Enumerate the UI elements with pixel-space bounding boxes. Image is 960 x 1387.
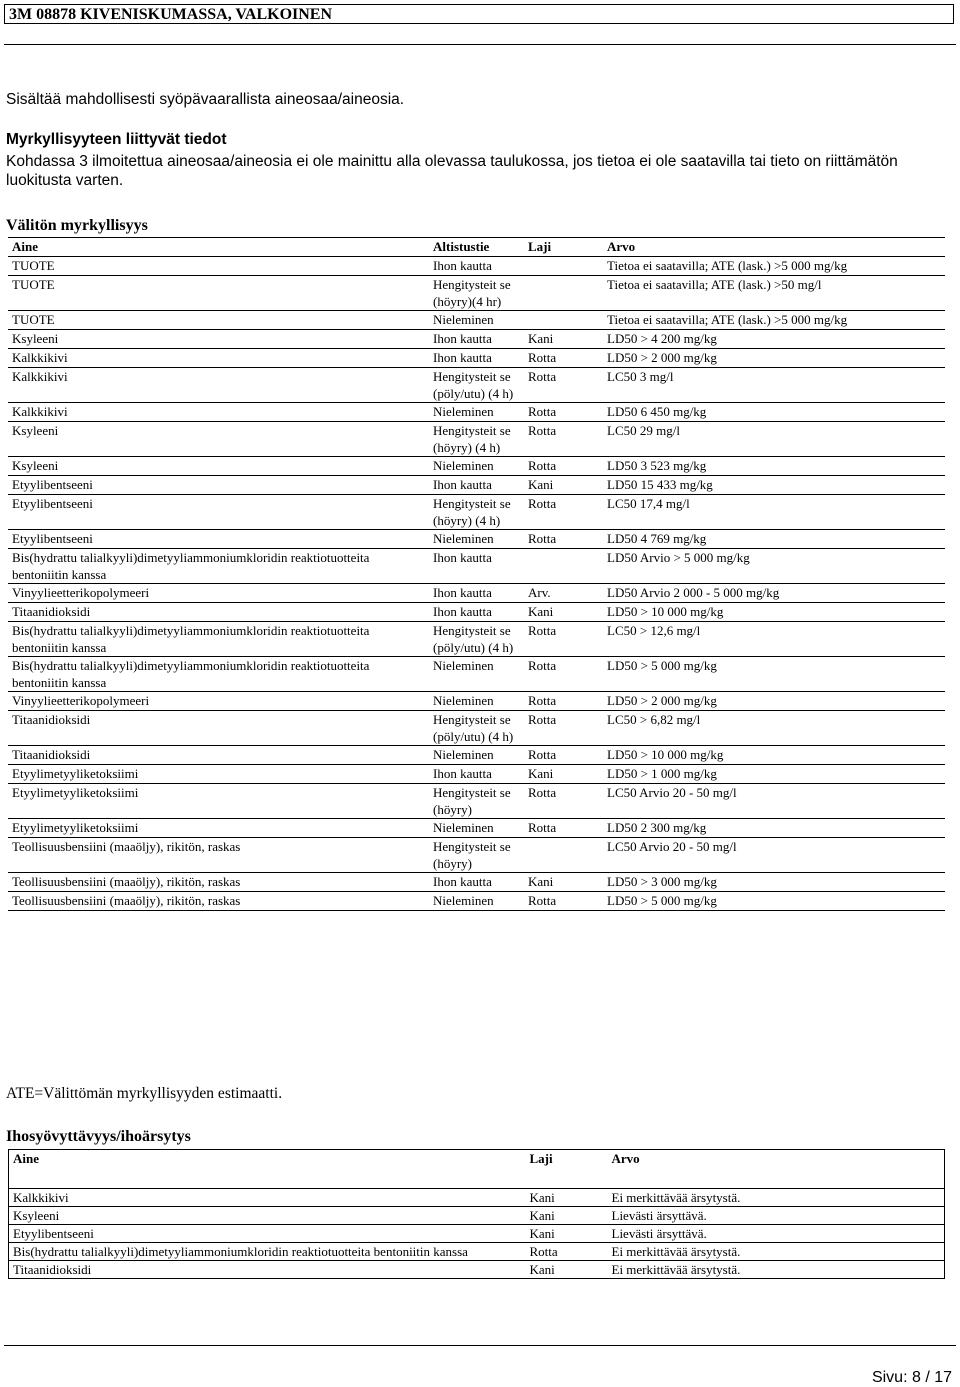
cell-arvo: LC50 > 6,82 mg/l bbox=[603, 711, 945, 746]
cell-arvo: LD50 > 2 000 mg/kg bbox=[603, 349, 945, 368]
cell-arvo: LD50 3 523 mg/kg bbox=[603, 457, 945, 476]
cell-laji: Kani bbox=[524, 873, 603, 892]
cell-laji: Kani bbox=[526, 1207, 608, 1225]
table-row bbox=[9, 1225, 945, 1243]
skin-table-header-row bbox=[9, 1150, 945, 1189]
cell-arvo: LD50 > 2 000 mg/kg bbox=[603, 692, 945, 711]
cell-laji: Rotta bbox=[524, 530, 603, 549]
cell-laji: Rotta bbox=[526, 1243, 608, 1261]
cell-laji: Rotta bbox=[524, 495, 603, 530]
cell-arvo: LD50 > 10 000 mg/kg bbox=[603, 746, 945, 765]
cell-arvo: Ei merkittävää ärsytystä. bbox=[608, 1243, 945, 1261]
cell-tie: Hengitysteit se (pöly/utu) (4 h) bbox=[429, 368, 524, 403]
cell-tie: Nieleminen bbox=[429, 403, 524, 422]
cell-laji: Rotta bbox=[524, 622, 603, 657]
cell-aine: Titaanidioksidi bbox=[8, 746, 429, 765]
cell-aine: Kalkkikivi bbox=[8, 349, 429, 368]
table-row bbox=[8, 330, 945, 349]
tox-info-body: Kohdassa 3 ilmoitettua aineosaa/aineosia ei ole mainittu alla olevassa taulukossa, jos tietoa ei ole saatavilla tai tieto on riittämätön luokitusta varten. bbox=[6, 153, 898, 189]
table-row bbox=[8, 495, 945, 530]
cell-arvo: Ei merkittävää ärsytystä. bbox=[608, 1189, 945, 1207]
table-row bbox=[8, 873, 945, 892]
cell-laji: Kani bbox=[524, 603, 603, 622]
cell-laji: Kani bbox=[524, 330, 603, 349]
cell-aine: Etyylibentseeni bbox=[8, 530, 429, 549]
cell-arvo: LD50 > 5 000 mg/kg bbox=[603, 657, 945, 692]
cell-laji: Kani bbox=[526, 1225, 608, 1243]
cell-tie: Ihon kautta bbox=[429, 349, 524, 368]
cell-aine: TUOTE bbox=[8, 257, 429, 276]
table-row bbox=[8, 746, 945, 765]
cell-laji bbox=[524, 838, 603, 873]
col-header-laji: Laji bbox=[526, 1150, 608, 1189]
carcinogen-notice: Sisältää mahdollisesti syöpävaarallista aineosaa/aineosia. bbox=[6, 91, 405, 108]
cell-laji: Rotta bbox=[524, 657, 603, 692]
cell-tie: Hengitysteit se (höyry) (4 h) bbox=[429, 495, 524, 530]
table-row bbox=[8, 819, 945, 838]
cell-aine: Etyylimetyyliketoksiimi bbox=[8, 819, 429, 838]
cell-arvo: LC50 29 mg/l bbox=[603, 422, 945, 457]
cell-aine: Kalkkikivi bbox=[9, 1189, 526, 1207]
table-row bbox=[9, 1261, 945, 1279]
cell-laji: Kani bbox=[524, 476, 603, 495]
cell-laji: Rotta bbox=[524, 746, 603, 765]
table-row bbox=[8, 403, 945, 422]
table-row bbox=[9, 1243, 945, 1261]
cell-arvo: LD50 > 10 000 mg/kg bbox=[603, 603, 945, 622]
cell-tie: Ihon kautta bbox=[429, 476, 524, 495]
table-row bbox=[8, 476, 945, 495]
footer-divider bbox=[4, 1345, 956, 1346]
table-row bbox=[8, 457, 945, 476]
cell-tie: Hengitysteit se (höyry)(4 hr) bbox=[429, 276, 524, 311]
cell-laji: Kani bbox=[524, 765, 603, 784]
cell-arvo: Tietoa ei saatavilla; ATE (lask.) >5 000 mg/kg bbox=[603, 311, 945, 330]
cell-aine: Ksyleeni bbox=[8, 330, 429, 349]
cell-aine: Vinyylieetterikopolymeeri bbox=[8, 692, 429, 711]
cell-laji: Rotta bbox=[524, 692, 603, 711]
cell-arvo: LD50 > 1 000 mg/kg bbox=[603, 765, 945, 784]
cell-arvo: LD50 Arvio 2 000 - 5 000 mg/kg bbox=[603, 584, 945, 603]
cell-tie: Ihon kautta bbox=[429, 765, 524, 784]
cell-arvo: Tietoa ei saatavilla; ATE (lask.) >50 mg/l bbox=[603, 276, 945, 311]
cell-laji: Rotta bbox=[524, 819, 603, 838]
cell-tie: Ihon kautta bbox=[429, 330, 524, 349]
skin-irritation-table bbox=[8, 1149, 945, 1279]
cell-laji: Arv. bbox=[524, 584, 603, 603]
cell-tie: Hengitysteit se (pöly/utu) (4 h) bbox=[429, 622, 524, 657]
cell-tie: Hengitysteit se (pöly/utu) (4 h) bbox=[429, 711, 524, 746]
ate-footnote: ATE=Välittömän myrkyllisyyden estimaatti. bbox=[6, 1085, 283, 1102]
header-divider bbox=[4, 44, 956, 45]
cell-aine: Titaanidioksidi bbox=[9, 1261, 526, 1279]
cell-laji bbox=[524, 549, 603, 584]
cell-aine: Bis(hydrattu talialkyyli)dimetyyliammoniumkloridin reaktiotuotteita bentoniitin kanssa bbox=[8, 622, 429, 657]
cell-aine: Vinyylieetterikopolymeeri bbox=[8, 584, 429, 603]
cell-tie: Ihon kautta bbox=[429, 549, 524, 584]
cell-arvo: Ei merkittävää ärsytystä. bbox=[608, 1261, 945, 1279]
cell-aine: Etyylibentseeni bbox=[8, 476, 429, 495]
cell-laji: Rotta bbox=[524, 457, 603, 476]
acute-toxicity-title: Välitön myrkyllisyys bbox=[6, 217, 148, 234]
acute-toxicity-table bbox=[8, 237, 945, 911]
cell-arvo: LD50 > 5 000 mg/kg bbox=[603, 892, 945, 911]
cell-arvo: Tietoa ei saatavilla; ATE (lask.) >5 000 mg/kg bbox=[603, 257, 945, 276]
cell-laji: Rotta bbox=[524, 892, 603, 911]
table-row bbox=[9, 1189, 945, 1207]
cell-tie: Nieleminen bbox=[429, 892, 524, 911]
cell-arvo: Lievästi ärsyttävä. bbox=[608, 1225, 945, 1243]
cell-laji: Rotta bbox=[524, 711, 603, 746]
table-row bbox=[8, 838, 945, 873]
col-header-laji: Laji bbox=[524, 238, 603, 257]
cell-laji: Rotta bbox=[524, 784, 603, 819]
cell-aine: Etyylibentseeni bbox=[9, 1225, 526, 1243]
cell-laji bbox=[524, 311, 603, 330]
cell-aine: TUOTE bbox=[8, 276, 429, 311]
cell-arvo: LD50 15 433 mg/kg bbox=[603, 476, 945, 495]
table-row bbox=[8, 892, 945, 911]
cell-aine: Titaanidioksidi bbox=[8, 603, 429, 622]
table-row bbox=[8, 276, 945, 311]
cell-laji: Kani bbox=[526, 1261, 608, 1279]
cell-laji bbox=[524, 257, 603, 276]
cell-laji: Rotta bbox=[524, 422, 603, 457]
cell-aine: Etyylibentseeni bbox=[8, 495, 429, 530]
document-title: 3M 08878 KIVENISKUMASSA, VALKOINEN bbox=[4, 4, 954, 24]
cell-aine: Titaanidioksidi bbox=[8, 711, 429, 746]
cell-arvo: LD50 > 3 000 mg/kg bbox=[603, 873, 945, 892]
col-header-altistustie: Altistustie bbox=[429, 238, 524, 257]
table-row bbox=[8, 784, 945, 819]
cell-tie: Nieleminen bbox=[429, 692, 524, 711]
cell-tie: Nieleminen bbox=[429, 530, 524, 549]
table-row bbox=[8, 622, 945, 657]
table-row bbox=[8, 311, 945, 330]
cell-arvo: LC50 Arvio 20 - 50 mg/l bbox=[603, 784, 945, 819]
cell-aine: Teollisuusbensiini (maaöljy), rikitön, raskas bbox=[8, 873, 429, 892]
table-row bbox=[8, 349, 945, 368]
page-number: Sivu: 8 / 17 bbox=[871, 1369, 952, 1386]
cell-aine: Teollisuusbensiini (maaöljy), rikitön, raskas bbox=[8, 892, 429, 911]
cell-tie: Ihon kautta bbox=[429, 603, 524, 622]
cell-aine: Bis(hydrattu talialkyyli)dimetyyliammoniumkloridin reaktiotuotteita bentoniitin kanssa bbox=[9, 1243, 526, 1261]
cell-arvo: LC50 3 mg/l bbox=[603, 368, 945, 403]
cell-aine: TUOTE bbox=[8, 311, 429, 330]
table-row bbox=[9, 1207, 945, 1225]
cell-tie: Nieleminen bbox=[429, 819, 524, 838]
cell-tie: Nieleminen bbox=[429, 657, 524, 692]
table-row bbox=[8, 603, 945, 622]
cell-tie: Ihon kautta bbox=[429, 257, 524, 276]
table-row bbox=[8, 368, 945, 403]
cell-tie: Ihon kautta bbox=[429, 584, 524, 603]
col-header-arvo: Arvo bbox=[608, 1150, 945, 1189]
cell-aine: Etyylimetyyliketoksiimi bbox=[8, 784, 429, 819]
cell-aine: Ksyleeni bbox=[8, 457, 429, 476]
cell-tie: Ihon kautta bbox=[429, 873, 524, 892]
cell-laji: Kani bbox=[526, 1189, 608, 1207]
table-row bbox=[8, 422, 945, 457]
col-header-aine: Aine bbox=[9, 1150, 526, 1189]
skin-irritation-title: Ihosyövyttävyys/ihoärsytys bbox=[6, 1128, 191, 1145]
cell-tie: Nieleminen bbox=[429, 746, 524, 765]
cell-aine: Ksyleeni bbox=[9, 1207, 526, 1225]
cell-aine: Bis(hydrattu talialkyyli)dimetyyliammoniumkloridin reaktiotuotteita bentoniitin kanssa bbox=[8, 549, 429, 584]
cell-laji: Rotta bbox=[524, 368, 603, 403]
table-row bbox=[8, 530, 945, 549]
table-row bbox=[8, 584, 945, 603]
cell-tie: Hengitysteit se (höyry) (4 h) bbox=[429, 422, 524, 457]
table-row bbox=[8, 692, 945, 711]
table-row bbox=[8, 711, 945, 746]
table-row bbox=[8, 657, 945, 692]
col-header-aine: Aine bbox=[8, 238, 429, 257]
cell-arvo: LC50 Arvio 20 - 50 mg/l bbox=[603, 838, 945, 873]
cell-arvo: LD50 Arvio > 5 000 mg/kg bbox=[603, 549, 945, 584]
cell-tie: Nieleminen bbox=[429, 457, 524, 476]
cell-tie: Nieleminen bbox=[429, 311, 524, 330]
cell-arvo: LC50 > 12,6 mg/l bbox=[603, 622, 945, 657]
cell-tie: Hengitysteit se (höyry) bbox=[429, 838, 524, 873]
cell-arvo: Lievästi ärsyttävä. bbox=[608, 1207, 945, 1225]
col-header-arvo: Arvo bbox=[603, 238, 945, 257]
cell-aine: Kalkkikivi bbox=[8, 368, 429, 403]
cell-laji: Rotta bbox=[524, 349, 603, 368]
cell-aine: Teollisuusbensiini (maaöljy), rikitön, raskas bbox=[8, 838, 429, 873]
cell-laji bbox=[524, 276, 603, 311]
cell-arvo: LD50 4 769 mg/kg bbox=[603, 530, 945, 549]
cell-arvo: LC50 17,4 mg/l bbox=[603, 495, 945, 530]
cell-aine: Etyylimetyyliketoksiimi bbox=[8, 765, 429, 784]
table-row bbox=[8, 549, 945, 584]
cell-arvo: LD50 6 450 mg/kg bbox=[603, 403, 945, 422]
cell-laji: Rotta bbox=[524, 403, 603, 422]
cell-aine: Bis(hydrattu talialkyyli)dimetyyliammoniumkloridin reaktiotuotteita bentoniitin kanssa bbox=[8, 657, 429, 692]
cell-tie: Hengitysteit se (höyry) bbox=[429, 784, 524, 819]
cell-aine: Ksyleeni bbox=[8, 422, 429, 457]
cell-aine: Kalkkikivi bbox=[8, 403, 429, 422]
cell-arvo: LD50 2 300 mg/kg bbox=[603, 819, 945, 838]
tox-info-heading: Myrkyllisyyteen liittyvät tiedot bbox=[6, 131, 227, 148]
table-row bbox=[8, 765, 945, 784]
cell-arvo: LD50 > 4 200 mg/kg bbox=[603, 330, 945, 349]
acute-table-header-row bbox=[8, 238, 945, 257]
table-row bbox=[8, 257, 945, 276]
